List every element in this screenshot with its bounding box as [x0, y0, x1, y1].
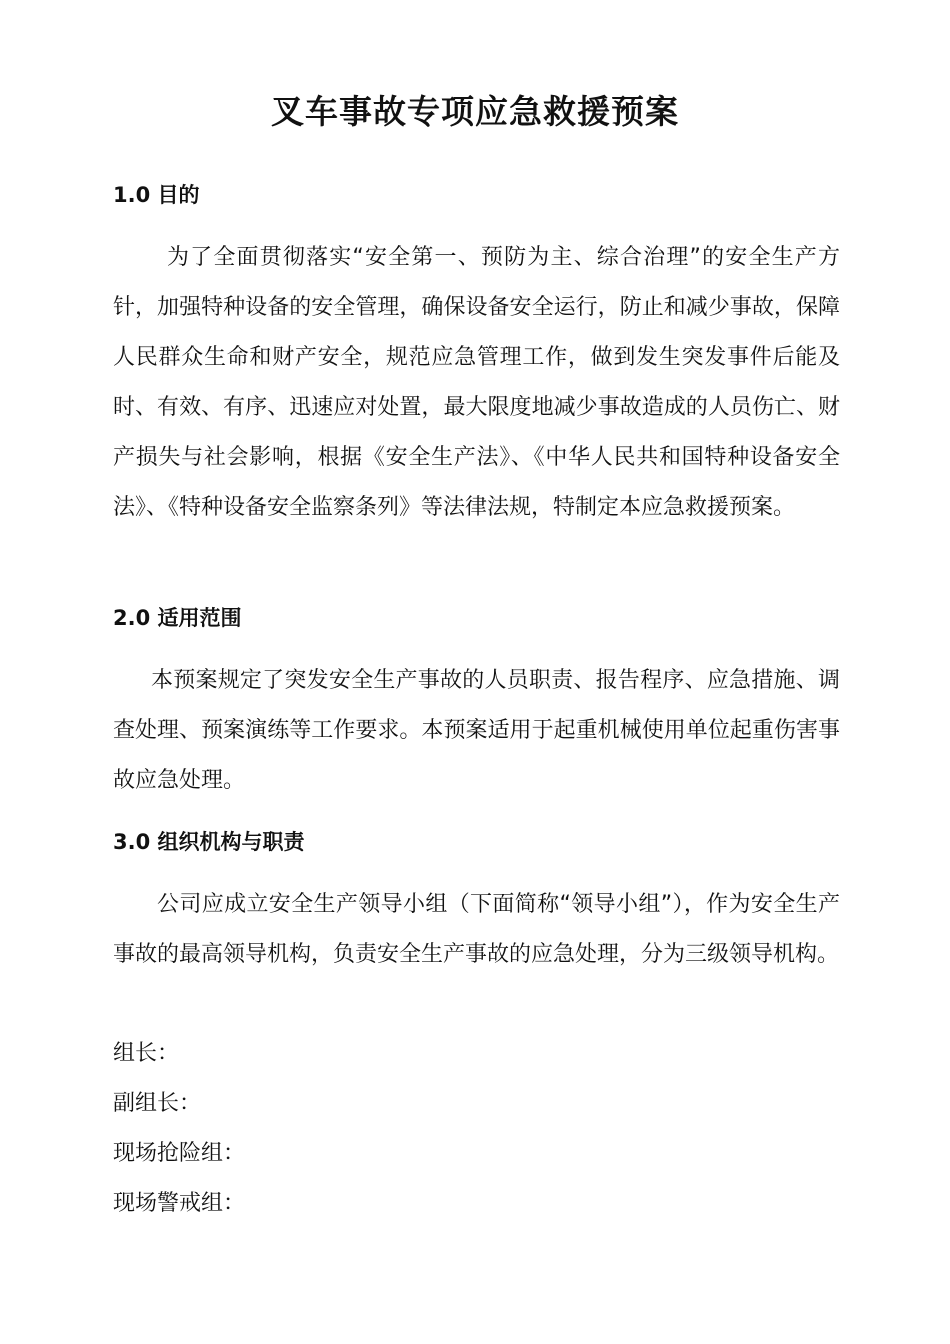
role-security-team: 现场警戒组： — [113, 1191, 246, 1216]
section-paragraph-scope — [113, 656, 840, 806]
role-rescue-team: 现场抢险组： — [113, 1141, 246, 1166]
section-heading-purpose: 1.0 目的 — [113, 183, 200, 207]
section-paragraph-organization — [113, 880, 840, 980]
document-title: 叉车事故专项应急救援预案 — [271, 92, 679, 131]
section-paragraph-purpose — [113, 233, 840, 533]
paragraph-text: 公司应成立安全生产领导小组（下面简称“领导小组”），作为安全生产事故的最高领导机构，负责安全生产事故的应急处理，分为三级领导机构。 — [113, 892, 840, 967]
paragraph-text: 为了全面贯彻落实“安全第一、预防为主、综合治理”的安全生产方针，加强特种设备的安全管理，确保设备安全运行，防止和减少事故，保障人民群众生命和财产安全，规范应急管理工作，做到发生突发事件后能及时、有效、有序、迅速应对处置，最大限度地减少事故造成的人员伤亡、财产损失与社会影响，根据《安全生产法》、《中华人民共和国特种设备安全法》、《特种设备安全监察条列》等法律法规，特制定本应急救援预案。 — [113, 245, 840, 520]
section-heading-scope: 2.0 适用范围 — [113, 606, 242, 630]
role-deputy-leader: 副组长： — [113, 1091, 202, 1116]
role-leader: 组长： — [113, 1041, 180, 1066]
paragraph-text: 本预案规定了突发安全生产事故的人员职责、报告程序、应急措施、调查处理、预案演练等工作要求。本预案适用于起重机械使用单位起重伤害事故应急处理。 — [113, 668, 840, 793]
section-heading-organization: 3.0 组织机构与职责 — [113, 830, 305, 854]
